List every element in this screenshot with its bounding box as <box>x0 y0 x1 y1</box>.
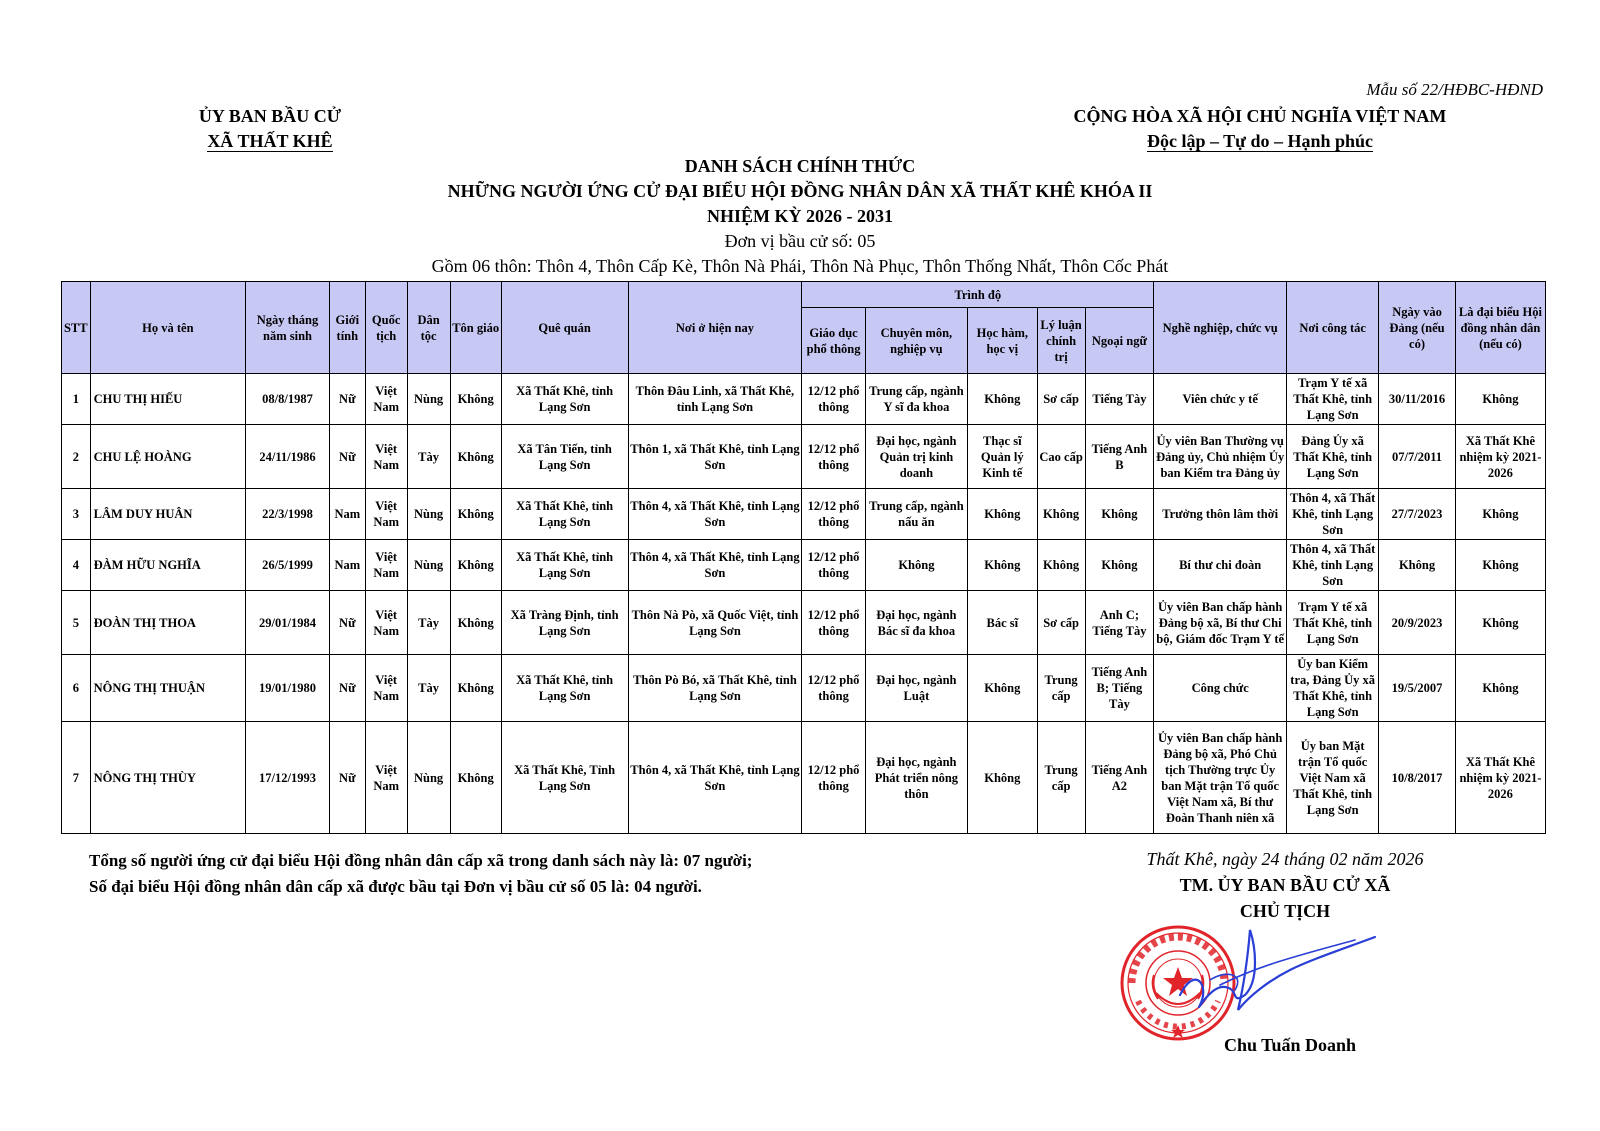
cell-party-date: 30/11/2016 <box>1379 374 1456 425</box>
cell-stt: 2 <box>62 425 91 489</box>
cell-residence: Thôn 4, xã Thất Khê, tỉnh Lạng Sơn <box>628 540 802 591</box>
cell-gender: Nữ <box>329 591 365 655</box>
col-specialty: Chuyên môn, nghiệp vụ <box>865 308 967 374</box>
cell-party-date: Không <box>1379 540 1456 591</box>
villages-list: Gồm 06 thôn: Thôn 4, Thôn Cấp Kè, Thôn Nà Phái, Thôn Nà Phục, Thôn Thống Nhất, Thôn Cốc Phát <box>431 256 1169 276</box>
cell-occupation: Trưởng thôn lâm thời <box>1154 489 1287 540</box>
signer-name: Chu Tuấn Doanh <box>1223 1035 1357 1055</box>
table-row <box>62 655 1546 722</box>
cell-workplace: Ủy ban Mặt trận Tổ quốc Việt Nam xã Thất Khê, tỉnh Lạng Sơn <box>1287 722 1379 834</box>
cell-political: Sơ cấp <box>1037 374 1085 425</box>
motto: Độc lập – Tự do – Hạnh phúc <box>1146 131 1374 151</box>
cell-political: Sơ cấp <box>1037 591 1085 655</box>
cell-specialty: Không <box>865 540 967 591</box>
cell-dob: 29/01/1984 <box>246 591 330 655</box>
cell-name: CHU THỊ HIẾU <box>90 374 245 425</box>
cell-stt: 7 <box>62 722 91 834</box>
cell-hometown: Xã Thất Khê, tỉnh Lạng Sơn <box>501 489 628 540</box>
cell-dob: 17/12/1993 <box>246 722 330 834</box>
signing-role: CHỦ TỊCH <box>1239 901 1331 921</box>
cell-occupation: Ủy viên Ban Thường vụ Đảng ủy, Chủ nhiệm Ủy ban Kiểm tra Đảng ủy <box>1154 425 1287 489</box>
col-religion: Tôn giáo <box>450 282 501 374</box>
cell-ethnicity: Tày <box>407 655 450 722</box>
place-date: Thất Khê, ngày 24 tháng 02 năm 2026 <box>1146 849 1424 869</box>
cell-general-edu: 12/12 phổ thông <box>802 489 865 540</box>
cell-language: Anh C; Tiếng Tày <box>1085 591 1154 655</box>
col-delegate: Là đại biểu Hội đồng nhân dân (nếu có) <box>1455 282 1545 374</box>
footer-summary <box>89 848 752 900</box>
col-party-date: Ngày vào Đảng (nếu có) <box>1379 282 1456 374</box>
cell-residence: Thôn 1, xã Thất Khê, tỉnh Lạng Sơn <box>628 425 802 489</box>
cell-name: NÔNG THỊ THÙY <box>90 722 245 834</box>
col-residence: Nơi ở hiện nay <box>628 282 802 374</box>
cell-general-edu: 12/12 phổ thông <box>802 722 865 834</box>
col-name: Họ và tên <box>90 282 245 374</box>
cell-delegate: Xã Thất Khê nhiệm kỳ 2021-2026 <box>1455 425 1545 489</box>
cell-religion: Không <box>450 591 501 655</box>
signing-org: TM. ỦY BAN BẦU CỬ XÃ <box>1179 875 1391 895</box>
cell-delegate: Không <box>1455 489 1545 540</box>
cell-name: NÔNG THỊ THUẬN <box>90 655 245 722</box>
col-dob: Ngày tháng năm sinh <box>246 282 330 374</box>
cell-political: Không <box>1037 540 1085 591</box>
cell-hometown: Xã Thất Khê, tỉnh Lạng Sơn <box>501 374 628 425</box>
electoral-unit: Đơn vị bầu cử số: 05 <box>724 231 876 251</box>
cell-party-date: 19/5/2007 <box>1379 655 1456 722</box>
cell-general-edu: 12/12 phổ thông <box>802 374 865 425</box>
cell-delegate: Không <box>1455 374 1545 425</box>
cell-name: ĐOÀN THỊ THOA <box>90 591 245 655</box>
cell-ethnicity: Nùng <box>407 722 450 834</box>
cell-hometown: Xã Tân Tiến, tỉnh Lạng Sơn <box>501 425 628 489</box>
cell-specialty: Trung cấp, ngành Y sĩ đa khoa <box>865 374 967 425</box>
cell-ethnicity: Nùng <box>407 489 450 540</box>
table-row <box>62 540 1546 591</box>
cell-workplace: Ủy ban Kiểm tra, Đảng Ủy xã Thất Khê, tỉnh Lạng Sơn <box>1287 655 1379 722</box>
cell-degree: Thạc sĩ Quản lý Kinh tế <box>968 425 1038 489</box>
cell-delegate: Xã Thất Khê nhiệm kỳ 2021-2026 <box>1455 722 1545 834</box>
cell-ethnicity: Tày <box>407 591 450 655</box>
cell-religion: Không <box>450 489 501 540</box>
cell-gender: Nam <box>329 540 365 591</box>
title-line-1: DANH SÁCH CHÍNH THỨC <box>684 156 916 176</box>
col-stt: STT <box>62 282 91 374</box>
signature-block <box>1080 846 1490 924</box>
cell-ethnicity: Tày <box>407 425 450 489</box>
cell-occupation: Ủy viên Ban chấp hành Đảng bộ xã, Phó Chủ tịch Thường trực Ủy ban Mặt trận Tổ quốc Việt Nam xã, Bí thư Đoàn Thanh niên xã <box>1154 722 1287 834</box>
cell-gender: Nữ <box>329 425 365 489</box>
cell-gender: Nữ <box>329 722 365 834</box>
cell-name: ĐÀM HỮU NGHĨA <box>90 540 245 591</box>
cell-occupation: Công chức <box>1154 655 1287 722</box>
cell-residence: Thôn Đâu Linh, xã Thất Khê, tỉnh Lạng Sơn <box>628 374 802 425</box>
cell-party-date: 20/9/2023 <box>1379 591 1456 655</box>
committee-name: ỦY BAN BẦU CỬ <box>198 106 342 126</box>
cell-nationality: Việt Nam <box>365 540 407 591</box>
cell-delegate: Không <box>1455 655 1545 722</box>
cell-nationality: Việt Nam <box>365 489 407 540</box>
cell-workplace: Trạm Y tế xã Thất Khê, tỉnh Lạng Sơn <box>1287 374 1379 425</box>
title-line-3: NHIỆM KỲ 2026 - 2031 <box>707 206 893 226</box>
cell-dob: 19/01/1980 <box>246 655 330 722</box>
total-candidates: Tổng số người ứng cử đại biểu Hội đồng nhân dân cấp xã trong danh sách này là: 07 người; <box>89 851 753 870</box>
title-line-2: NHỮNG NGƯỜI ỨNG CỬ ĐẠI BIỂU HỘI ĐỒNG NHÂN DÂN XÃ THẤT KHÊ KHÓA II <box>447 181 1153 201</box>
cell-language: Tiếng Anh B <box>1085 425 1154 489</box>
cell-specialty: Đại học, ngành Luật <box>865 655 967 722</box>
col-workplace: Nơi công tác <box>1287 282 1379 374</box>
cell-religion: Không <box>450 722 501 834</box>
cell-specialty: Đại học, ngành Bác sĩ đa khoa <box>865 591 967 655</box>
col-general-edu: Giáo dục phổ thông <box>802 308 865 374</box>
table-body <box>62 374 1546 834</box>
cell-occupation: Bí thư chi đoàn <box>1154 540 1287 591</box>
col-occupation: Nghề nghiệp, chức vụ <box>1154 282 1287 374</box>
cell-gender: Nữ <box>329 374 365 425</box>
cell-name: CHU LỆ HOÀNG <box>90 425 245 489</box>
cell-dob: 22/3/1998 <box>246 489 330 540</box>
cell-party-date: 27/7/2023 <box>1379 489 1456 540</box>
cell-stt: 5 <box>62 591 91 655</box>
cell-degree: Bác sĩ <box>968 591 1038 655</box>
cell-workplace: Đảng Ủy xã Thất Khê, tỉnh Lạng Sơn <box>1287 425 1379 489</box>
col-hometown: Quê quán <box>501 282 628 374</box>
cell-hometown: Xã Thất Khê, Tỉnh Lạng Sơn <box>501 722 628 834</box>
cell-specialty: Đại học, ngành Quản trị kinh doanh <box>865 425 967 489</box>
col-gender: Giới tính <box>329 282 365 374</box>
col-nationality: Quốc tịch <box>365 282 407 374</box>
cell-name: LÂM DUY HUÂN <box>90 489 245 540</box>
cell-language: Tiếng Tày <box>1085 374 1154 425</box>
cell-language: Tiếng Anh B; Tiếng Tày <box>1085 655 1154 722</box>
cell-language: Tiếng Anh A2 <box>1085 722 1154 834</box>
cell-general-edu: 12/12 phổ thông <box>802 425 865 489</box>
cell-hometown: Xã Thất Khê, tỉnh Lạng Sơn <box>501 540 628 591</box>
cell-religion: Không <box>450 655 501 722</box>
table-row <box>62 425 1546 489</box>
cell-degree: Không <box>968 722 1038 834</box>
cell-stt: 4 <box>62 540 91 591</box>
cell-specialty: Trung cấp, ngành nấu ăn <box>865 489 967 540</box>
cell-dob: 08/8/1987 <box>246 374 330 425</box>
cell-delegate: Không <box>1455 540 1545 591</box>
table-row <box>62 722 1546 834</box>
elected-count: Số đại biểu Hội đồng nhân dân cấp xã được bầu tại Đơn vị bầu cử số 05 là: 04 người. <box>89 877 702 896</box>
form-number: Mẫu số 22/HĐBC-HĐND <box>1366 80 1543 99</box>
cell-workplace: Thôn 4, xã Thất Khê, tỉnh Lạng Sơn <box>1287 489 1379 540</box>
cell-delegate: Không <box>1455 591 1545 655</box>
cell-residence: Thôn Nà Pò, xã Quốc Việt, tỉnh Lạng Sơn <box>628 591 802 655</box>
col-ethnicity: Dân tộc <box>407 282 450 374</box>
cell-political: Trung cấp <box>1037 722 1085 834</box>
cell-religion: Không <box>450 425 501 489</box>
cell-gender: Nam <box>329 489 365 540</box>
cell-nationality: Việt Nam <box>365 425 407 489</box>
cell-occupation: Viên chức y tế <box>1154 374 1287 425</box>
col-education-group: Trình độ <box>802 282 1154 308</box>
commune-name: XÃ THẤT KHÊ <box>207 131 333 151</box>
left-header <box>120 104 420 154</box>
col-political: Lý luận chính trị <box>1037 308 1085 374</box>
country-name: CỘNG HÒA XÃ HỘI CHỦ NGHĨA VIỆT NAM <box>1073 106 1447 126</box>
cell-stt: 6 <box>62 655 91 722</box>
cell-degree: Không <box>968 540 1038 591</box>
cell-ethnicity: Nùng <box>407 540 450 591</box>
cell-language: Không <box>1085 489 1154 540</box>
cell-dob: 26/5/1999 <box>246 540 330 591</box>
cell-degree: Không <box>968 374 1038 425</box>
cell-dob: 24/11/1986 <box>246 425 330 489</box>
cell-political: Không <box>1037 489 1085 540</box>
right-header <box>1030 104 1490 154</box>
cell-nationality: Việt Nam <box>365 655 407 722</box>
cell-residence: Thôn 4, xã Thất Khê, tỉnh Lạng Sơn <box>628 489 802 540</box>
cell-residence: Thôn 4, xã Thất Khê, tỉnh Lạng Sơn <box>628 722 802 834</box>
cell-language: Không <box>1085 540 1154 591</box>
signature <box>1150 925 1380 1025</box>
col-degree: Học hàm, học vị <box>968 308 1038 374</box>
cell-party-date: 10/8/2017 <box>1379 722 1456 834</box>
cell-degree: Không <box>968 489 1038 540</box>
cell-ethnicity: Nùng <box>407 374 450 425</box>
cell-workplace: Trạm Y tế xã Thất Khê, tỉnh Lạng Sơn <box>1287 591 1379 655</box>
table-row <box>62 489 1546 540</box>
cell-occupation: Ủy viên Ban chấp hành Đảng bộ xã, Bí thư Chi bộ, Giám đốc Trạm Y tế <box>1154 591 1287 655</box>
candidates-table <box>61 281 1546 834</box>
cell-workplace: Thôn 4, xã Thất Khê, tỉnh Lạng Sơn <box>1287 540 1379 591</box>
cell-specialty: Đại học, ngành Phát triển nông thôn <box>865 722 967 834</box>
cell-hometown: Xã Thất Khê, tỉnh Lạng Sơn <box>501 655 628 722</box>
cell-stt: 3 <box>62 489 91 540</box>
table-row <box>62 374 1546 425</box>
cell-nationality: Việt Nam <box>365 374 407 425</box>
table-row <box>62 591 1546 655</box>
cell-general-edu: 12/12 phổ thông <box>802 540 865 591</box>
cell-stt: 1 <box>62 374 91 425</box>
cell-religion: Không <box>450 540 501 591</box>
cell-political: Cao cấp <box>1037 425 1085 489</box>
cell-residence: Thôn Pò Bó, xã Thất Khê, tỉnh Lạng Sơn <box>628 655 802 722</box>
cell-general-edu: 12/12 phổ thông <box>802 655 865 722</box>
col-language: Ngoại ngữ <box>1085 308 1154 374</box>
cell-gender: Nữ <box>329 655 365 722</box>
cell-nationality: Việt Nam <box>365 591 407 655</box>
cell-hometown: Xã Tràng Định, tỉnh Lạng Sơn <box>501 591 628 655</box>
cell-degree: Không <box>968 655 1038 722</box>
cell-religion: Không <box>450 374 501 425</box>
cell-nationality: Việt Nam <box>365 722 407 834</box>
cell-party-date: 07/7/2011 <box>1379 425 1456 489</box>
cell-political: Trung cấp <box>1037 655 1085 722</box>
cell-general-edu: 12/12 phổ thông <box>802 591 865 655</box>
document-title <box>200 154 1400 279</box>
